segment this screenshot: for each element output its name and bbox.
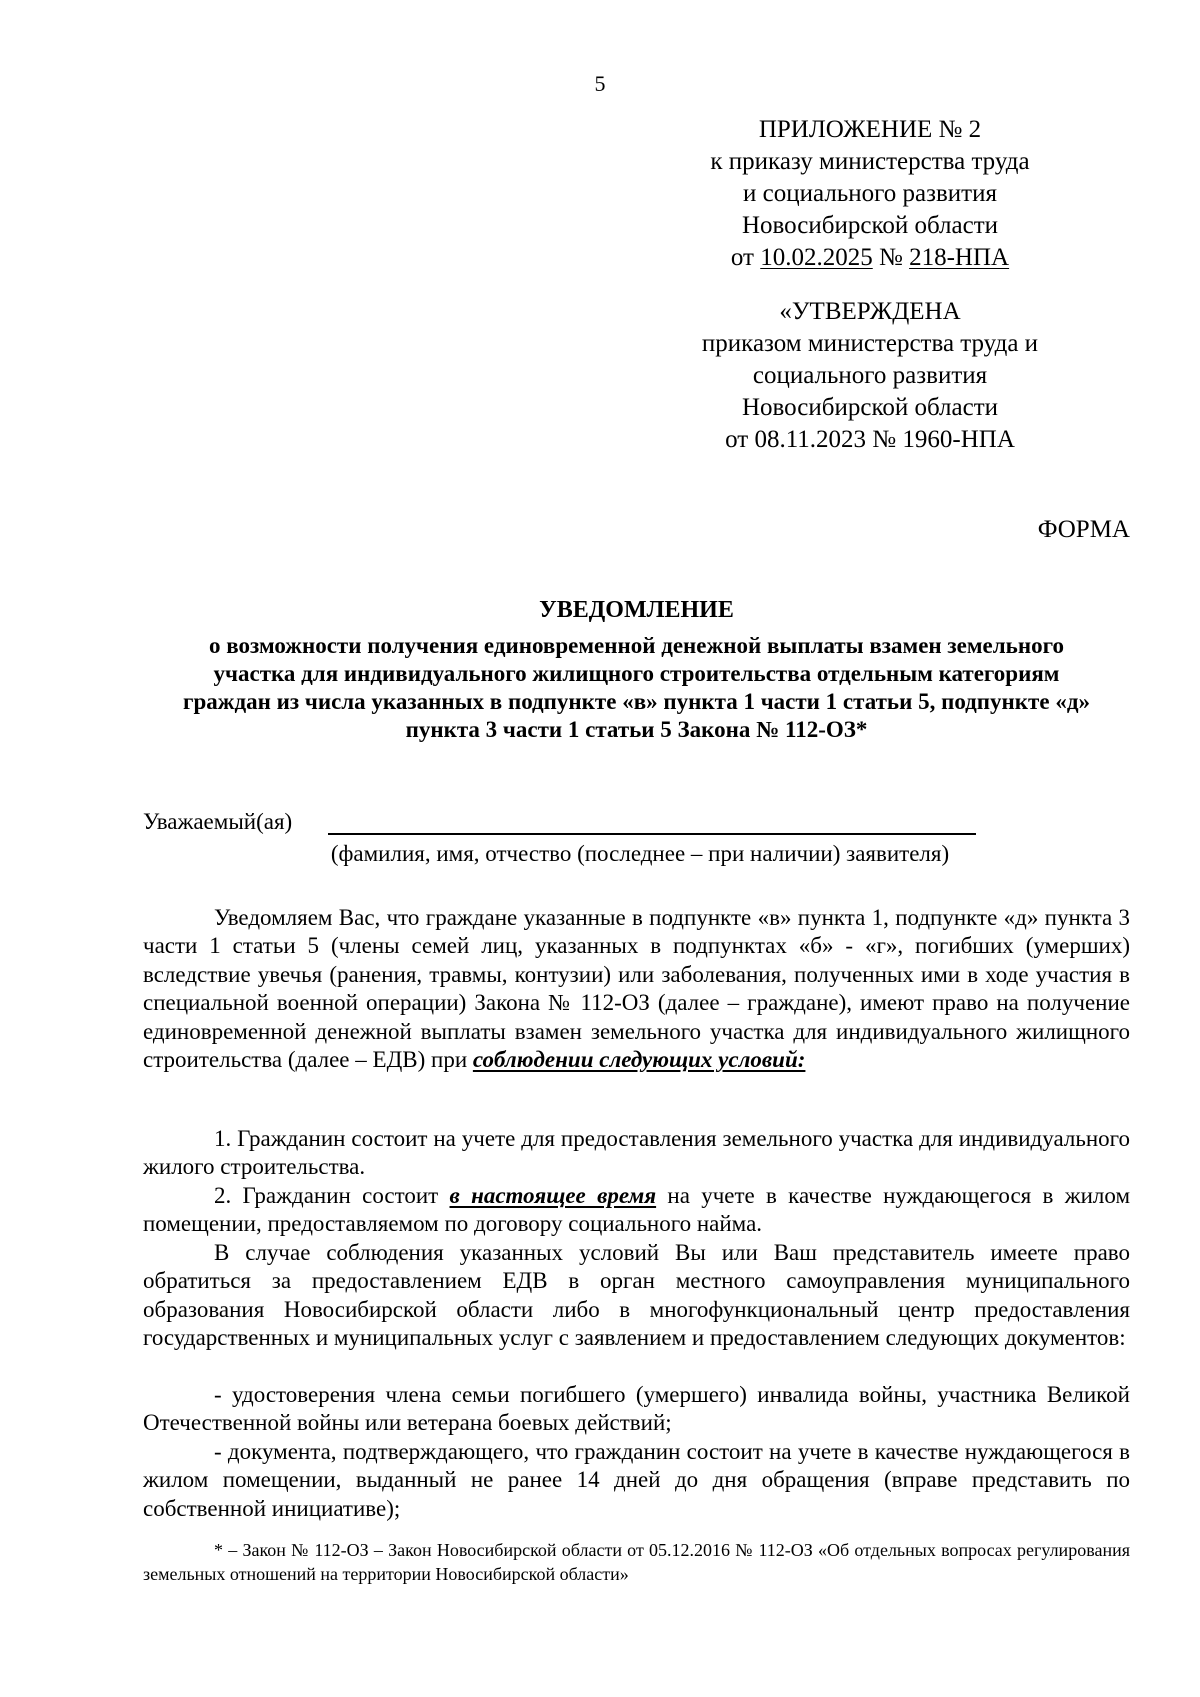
appendix-number: 218-НПА: [909, 244, 1010, 271]
approved-block: [620, 296, 1120, 456]
notice-subtitle-line-1: о возможности получения единовременной денежной выплаты взамен земельного: [209, 633, 1064, 658]
form-label: ФОРМА: [1037, 516, 1130, 543]
notice-subtitle-line-4: пункта 3 части 1 статьи 5 Закона № 112-ОЗ*: [405, 717, 868, 742]
notice-subtitle: [143, 632, 1130, 744]
approved-title: «УТВЕРЖДЕНА: [779, 298, 961, 325]
page-number: 5: [594, 71, 606, 96]
notice-subtitle-line-2: участка для индивидуального жилищного строительства отдельным категориям: [213, 661, 1060, 686]
condition-2-before: 2. Гражданин состоит: [214, 1183, 450, 1208]
document-item-1: - удостоверения члена семьи погибшего (умершего) инвалида войны, участника Великой Отечественной войны или ветерана боевых действий;: [143, 1382, 1130, 1436]
appendix-block: [640, 114, 1100, 274]
notice-subtitle-line-3: граждан из числа указанных в подпункте «в» пункта 1 части 1 статьи 5, подпункте «д»: [183, 689, 1090, 714]
notice-title: УВЕДОМЛЕНИЕ: [539, 597, 734, 623]
body-paragraph-1: [143, 904, 1130, 1074]
appendix-line-4: Новосибирской области: [741, 212, 999, 239]
salutation-label: Уважаемый(ая): [143, 809, 293, 834]
recipient-name-hint: (фамилия, имя, отчество (последнее – при наличии) заявителя): [330, 841, 950, 866]
approved-line-3: социального развития: [752, 362, 988, 389]
appendix-date: 10.02.2025: [760, 244, 873, 271]
approved-line-2: приказом министерства труда и: [701, 330, 1039, 357]
recipient-name-line[interactable]: [328, 833, 976, 835]
appendix-number-sign: №: [872, 244, 910, 271]
appendix-line-3: и социального развития: [743, 180, 997, 207]
approved-date-line: от 08.11.2023 № 1960-НПА: [725, 426, 1015, 453]
conditions-emphasis: соблюдении следующих условий:: [472, 1047, 806, 1073]
appendix-date-prefix: от: [730, 244, 761, 271]
approved-line-4: Новосибирской области: [741, 394, 999, 421]
appendix-date-line: [640, 242, 1100, 274]
document-item-2: - документа, подтверждающего, что гражданин состоит на учете в качестве нуждающегося в жилом помещении, выданный не ранее 14 дней до дня обращения (вправе представить по собственной инициативе);: [143, 1439, 1130, 1521]
current-time-emphasis: в настоящее время: [449, 1183, 657, 1208]
body-paragraph-1-text: Уведомляем Вас, что граждане указанные в подпункте «в» пункта 1, подпункте «д» пункта 3 части 1 статьи 5 (члены семей лиц, указанных в подпунктах «б» - «г», погибших (умерших) вследствие увечья (ранения, травмы, контузии) или заболевания, полученных ими в ходе участия в специальной военной операции) Закона № 112-ОЗ (далее – граждане), имеют право на получение единовременной денежной выплаты взамен земельного участка для индивидуального жилищного строительства (далее – ЕДВ) при: [143, 905, 1130, 1073]
condition-2-after: на учете в качестве нуждающегося в жилом помещении, предоставляемом по договору социального найма.: [143, 1183, 1130, 1237]
condition-1: 1. Гражданин состоит на учете для предоставления земельного участка для индивидуального жилого строительства.: [143, 1126, 1130, 1180]
appendix-title: ПРИЛОЖЕНИЕ № 2: [758, 116, 982, 143]
condition-2: [143, 1182, 1130, 1239]
body-paragraph-rights: В случае соблюдения указанных условий Вы или Ваш представитель имеете право обратиться за предоставлением ЕДВ в орган местного самоуправления муниципального образования Новосибирской области либо в многофункциональный центр предоставления государственных и муниципальных услуг с заявлением и предоставлением следующих документов:: [143, 1240, 1130, 1351]
appendix-line-2: к приказу министерства труда: [710, 148, 1030, 175]
footnote: * – Закон № 112-ОЗ – Закон Новосибирской области от 05.12.2016 № 112-ОЗ «Об отдельных вопросах регулирования земельных отношений на территории Новосибирской области»: [143, 1540, 1130, 1584]
